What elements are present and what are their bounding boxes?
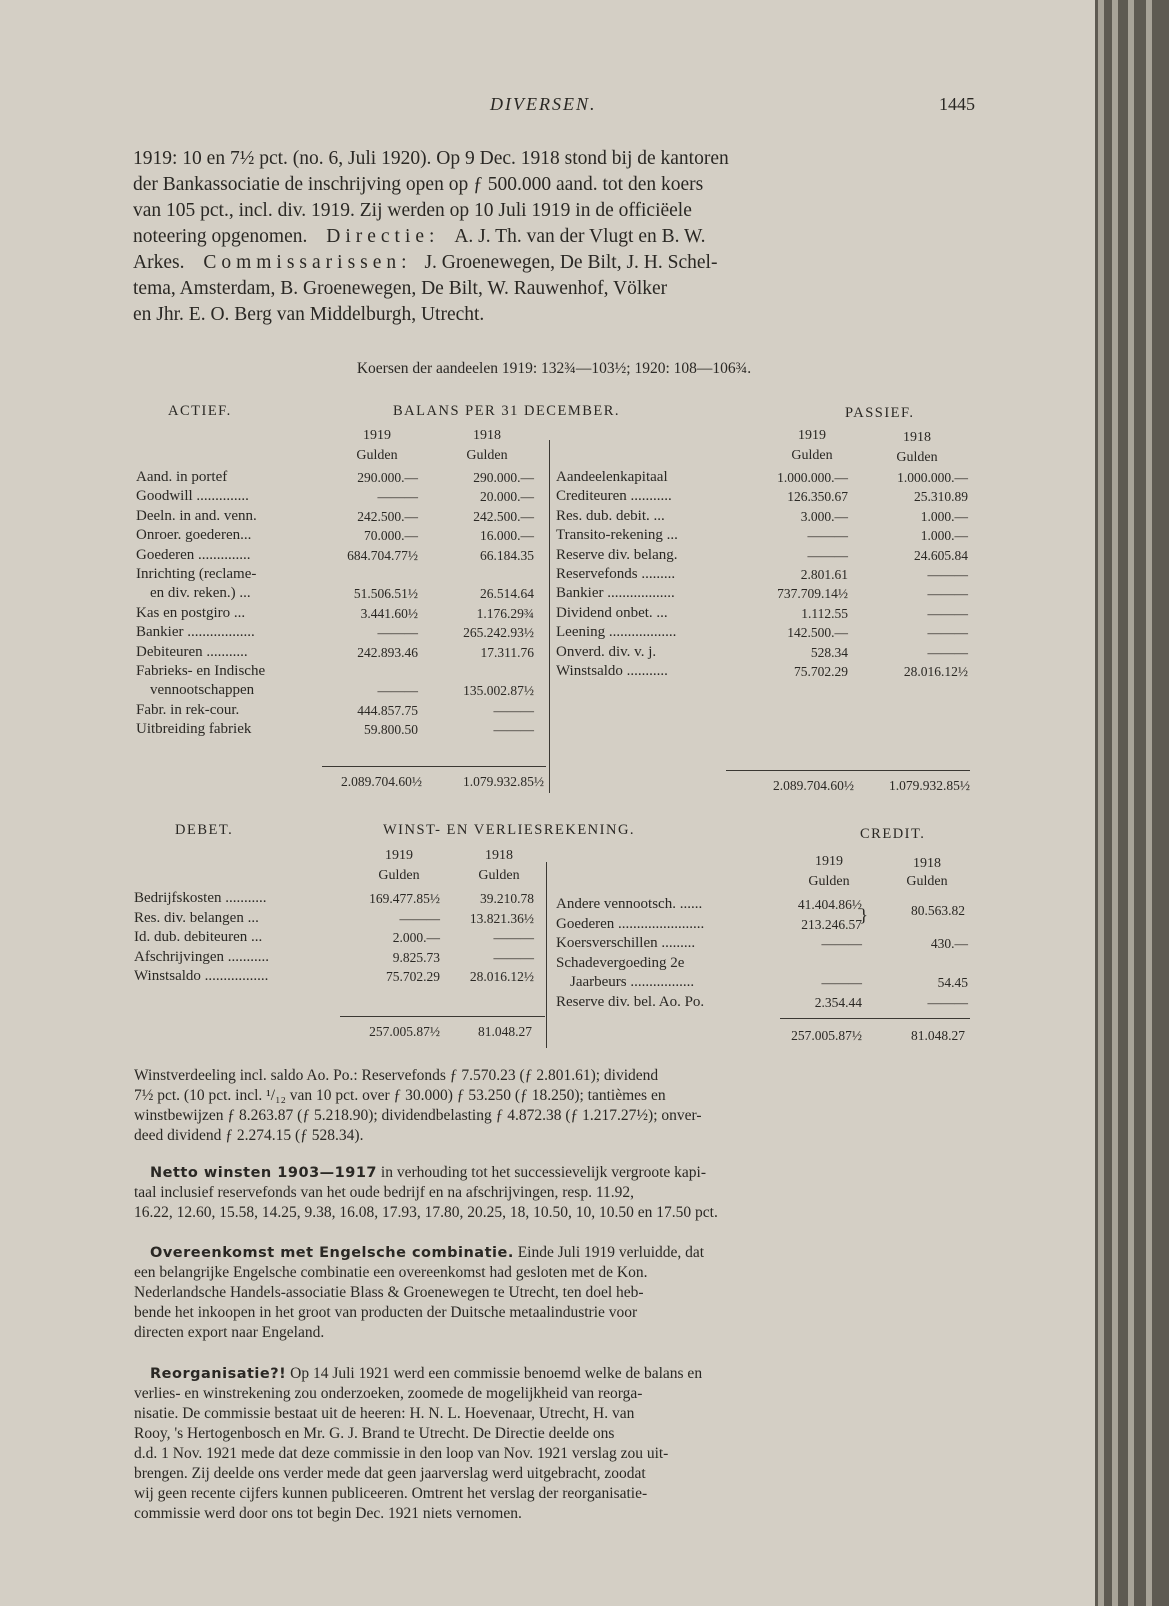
row-value: ——— [927, 605, 968, 621]
actief-caption: ACTIEF. [168, 403, 232, 419]
running-header [130, 94, 975, 120]
col-year: 1918 [903, 430, 931, 445]
row-value: ——— [927, 567, 968, 582]
ledger-row [136, 487, 536, 506]
row-value: 1.000.— [920, 508, 968, 524]
ledger-row [556, 934, 972, 953]
row-value: 135.002.87½ [463, 683, 534, 699]
row-value: 213.246.57 [801, 916, 862, 932]
total-rule [340, 1016, 545, 1017]
ledger-row [136, 623, 536, 642]
brace: } [859, 905, 868, 925]
row-value: 59.800.50 [364, 722, 418, 738]
row-value: 13.821.36½ [469, 910, 534, 926]
text-line: 16.22, 12.60, 15.58, 14.25, 9.38, 16.08, 17.93, 17.80, 20.25, 18, 10.50, 10, 10.50 en 17.50 pct. [134, 1204, 718, 1221]
row-value: 1.000.000.— [777, 470, 848, 485]
ledger-row [136, 565, 536, 584]
row-value: ——— [377, 625, 418, 641]
ledger-row [556, 973, 972, 992]
row-label: Goederen .............. [136, 546, 251, 563]
row-value: ——— [927, 995, 968, 1010]
row-value: ——— [821, 936, 862, 952]
credit-caption: CREDIT. [860, 826, 926, 842]
text-line: wij geen recente cijfers kunnen publiceeren. Omtrent het verslag der reorganisatie- [134, 1485, 648, 1502]
ledger-row [136, 604, 536, 623]
row-value: ——— [927, 625, 968, 641]
row-label: Bankier .................. [556, 585, 675, 602]
row-value: 684.704.77½ [347, 547, 418, 563]
text-line: Overeenkomst met Engelsche combinatie. Einde Juli 1919 verluidde, dat [150, 1244, 705, 1261]
col-year: 1918 [473, 428, 501, 443]
row-value: 242.500.— [357, 508, 418, 524]
book-edge [1098, 0, 1104, 1606]
ledger-row [556, 954, 972, 973]
text-line: Netto winsten 1903—1917 in verhouding tot het successievelijk vergroote kapi- [150, 1164, 707, 1181]
book-edge [1128, 0, 1134, 1606]
row-label: Schadevergoeding 2e [556, 954, 685, 971]
ledger-row [136, 643, 536, 662]
ledger-row [136, 546, 536, 565]
commissarissen-label: Commissarissen: [203, 252, 412, 273]
ledger-row [556, 565, 970, 584]
total-value: 257.005.87½ [369, 1024, 440, 1039]
row-value: 70.000.— [364, 528, 418, 544]
intro-line: van 105 pct., incl. div. 1919. Zij werden op 10 Juli 1919 in de officiëele [133, 200, 692, 221]
row-value: 3.000.— [800, 508, 848, 524]
col-year: 1918 [485, 848, 513, 863]
ledger-row [136, 662, 536, 681]
row-label: vennootschappen [150, 682, 255, 699]
row-label: Kas en postgiro ... [136, 604, 246, 621]
row-value: 16.000.— [480, 528, 534, 544]
text-line: commissie werd door ons tot begin Dec. 1921 niets vernomen. [134, 1505, 522, 1522]
row-value: 290.000.— [357, 470, 418, 485]
section-heading: Overeenkomst met Engelsche combinatie. [150, 1245, 514, 1261]
row-label: Res. dub. debit. ... [556, 507, 665, 524]
text-line: verlies- en winstrekening zou onderzoeken, zoomede de mogelijkheid van reorga- [134, 1385, 643, 1402]
ledger-row [136, 701, 536, 720]
col-unit: Gulden [378, 868, 420, 883]
text-line: 7½ pct. (10 pct. incl. ¹/₁₂ van 10 pct. over ƒ 30.000) ƒ 53.250 (ƒ 18.250); tantièmes en [134, 1087, 666, 1104]
row-value: 9.825.73 [392, 949, 440, 965]
text-line: directen export naar Engeland. [134, 1324, 325, 1341]
row-value: 290.000.— [473, 470, 534, 485]
ledger-row [136, 584, 536, 603]
row-value: 242.893.46 [357, 644, 418, 660]
row-value: 265.242.93½ [463, 625, 534, 641]
row-label: Andere vennootsch. ...... [556, 896, 703, 912]
col-unit: Gulden [478, 868, 520, 883]
row-value: ——— [493, 949, 534, 965]
ledger-row [556, 604, 970, 623]
row-label: Afschrijvingen ........... [134, 948, 269, 965]
ledger-row [556, 584, 970, 603]
row-label: Reserve div. belang. [556, 546, 678, 563]
text-line: winstbewijzen ƒ 8.263.87 (ƒ 5.218.90); dividendbelasting ƒ 4.872.38 (ƒ 1.217.27½); onver- [134, 1107, 702, 1124]
ledger-row [136, 720, 536, 739]
ledger-row [556, 487, 970, 506]
ledger-row [134, 967, 542, 986]
row-label: Goodwill .............. [136, 488, 249, 505]
ledger-row [556, 643, 970, 662]
row-value: ——— [399, 910, 440, 926]
row-value: 66.184.35 [480, 547, 534, 563]
row-value: 3.441.60½ [360, 605, 418, 621]
intro-line: tema, Amsterdam, B. Groenewegen, De Bilt, W. Rauwenhof, Völker [133, 278, 668, 299]
col-unit: Gulden [808, 874, 850, 889]
row-label: Reserve div. bel. Ao. Po. [556, 994, 705, 1010]
row-value: 126.350.67 [787, 489, 848, 505]
row-value: 2.354.44 [814, 995, 862, 1010]
balans-title: BALANS PER 31 DECEMBER. [393, 403, 621, 419]
row-value: 20.000.— [480, 489, 534, 505]
row-value: 75.702.29 [794, 664, 848, 679]
row-value: 2.000.— [392, 930, 440, 946]
ledger-row [556, 507, 970, 526]
row-value: 2.801.61 [800, 567, 848, 582]
ledger-row [556, 468, 970, 487]
row-label: Onroer. goederen... [136, 527, 252, 544]
row-value: 54.45 [937, 975, 968, 991]
text-line: Nederlandsche Handels-associatie Blass & Groenewegen te Utrecht, ten doel heb- [134, 1284, 644, 1301]
row-value: ——— [821, 975, 862, 991]
row-value: ——— [493, 722, 534, 738]
ledger-row [134, 948, 542, 967]
section-heading: Reorganisatie?! [150, 1366, 287, 1382]
row-value: 737.709.14½ [777, 586, 848, 602]
row-value: 24.605.84 [914, 547, 968, 563]
total-rule [726, 770, 970, 771]
intro-line: noteering opgenomen. Directie: A. J. Th. van der Vlugt en B. W. [133, 226, 706, 247]
total-value: 81.048.27 [911, 1028, 965, 1043]
row-label: Inrichting (reclame- [136, 566, 257, 582]
col-unit: Gulden [791, 448, 833, 463]
row-value: ——— [493, 930, 534, 946]
winst-divider [546, 862, 547, 1048]
total-value: 257.005.87½ [791, 1028, 862, 1043]
row-value: 242.500.— [473, 508, 534, 524]
total-value: 1.079.932.85½ [463, 774, 544, 789]
ledger-row [556, 546, 970, 565]
row-label: Res. div. belangen ... [134, 909, 259, 926]
row-value: ——— [807, 547, 848, 563]
text-line: Reorganisatie?! Op 14 Juli 1921 werd een commissie benoemd welke de balans en [150, 1365, 703, 1382]
text-line: Rooy, 's Hertogenbosch en Mr. G. J. Brand te Utrecht. De Directie deelde ons [134, 1425, 615, 1442]
ledger-row [556, 526, 970, 545]
col-year: 1919 [363, 428, 391, 443]
intro-line: 1919: 10 en 7½ pct. (no. 6, Juli 1920). Op 9 Dec. 1918 stond bij de kantoren [133, 148, 729, 169]
balans-divider [549, 440, 550, 793]
row-value: 41.404.86½ [797, 897, 862, 912]
ledger-row [134, 909, 542, 928]
text-line: Winstverdeeling incl. saldo Ao. Po.: Reservefonds ƒ 7.570.23 (ƒ 2.801.61); dividend [134, 1067, 659, 1084]
col-year: 1919 [385, 848, 413, 863]
text-line: een belangrijke Engelsche combinatie een overeenkomst had gesloten met de Kon. [134, 1264, 648, 1281]
ledger-row [136, 681, 536, 700]
col-unit: Gulden [356, 448, 398, 463]
row-label: Onverd. div. v. j. [556, 643, 657, 660]
total-rule [322, 766, 546, 767]
directie-label: Directie: [326, 226, 440, 247]
row-value: 1.112.55 [801, 605, 848, 621]
row-value: 528.34 [810, 644, 848, 660]
ledger-row [134, 889, 542, 908]
page-number: 1445 [939, 94, 975, 114]
col-year: 1919 [815, 854, 843, 869]
text-line: nisatie. De commissie bestaat uit de heeren: H. N. L. Hoevenaar, Utrecht, H. van [134, 1405, 635, 1422]
debet-caption: DEBET. [175, 822, 234, 838]
text-line: d.d. 1 Nov. 1921 mede dat deze commissie in den loop van Nov. 1921 verslag zou uit- [134, 1445, 669, 1462]
row-label: Winstsaldo ........... [556, 663, 668, 679]
total-rule [780, 1018, 970, 1019]
text-line: taal inclusief reservefonds van het oude bedrijf en na afschrijvingen, resp. 11.92, [134, 1184, 634, 1201]
intro-line: Arkes. Commissarissen: J. Groenewegen, De Bilt, J. H. Schel- [133, 252, 718, 273]
row-value: 25.310.89 [914, 489, 968, 505]
row-label: Leening .................. [556, 624, 677, 641]
directie-names: A. J. Th. van der Vlugt en B. W. [454, 226, 706, 247]
col-year: 1919 [798, 428, 826, 443]
row-label: Fabr. in rek-cour. [136, 701, 240, 718]
row-label: Bedrijfskosten ........... [134, 890, 267, 906]
row-label: Aand. in portef [136, 469, 228, 485]
col-unit: Gulden [906, 874, 948, 889]
koersen-line: Koersen der aandeelen 1919: 132¾—103½; 1920: 108—106¾. [356, 360, 752, 377]
row-label: Reservefonds ......... [556, 566, 676, 582]
row-value: 1.000.000.— [897, 470, 968, 485]
section-heading: Netto winsten 1903—1917 [150, 1165, 378, 1181]
ledger-row [136, 468, 536, 487]
ledger-row [134, 928, 542, 947]
total-value: 2.089.704.60½ [773, 778, 854, 793]
row-value: ——— [807, 528, 848, 544]
book-edge [1112, 0, 1118, 1606]
row-value: ——— [927, 644, 968, 660]
passief-caption: PASSIEF. [845, 405, 915, 421]
winst-title: WINST- EN VERLIESREKENING. [383, 822, 636, 838]
row-label: Aandeelenkapitaal [556, 469, 668, 485]
text-line: deed dividend ƒ 2.274.15 (ƒ 528.34). [134, 1127, 364, 1144]
row-value: 430.— [930, 936, 968, 952]
ledger-row [136, 526, 536, 545]
row-value: 26.514.64 [480, 586, 534, 602]
total-value: 1.079.932.85½ [889, 778, 970, 793]
row-value: 17.311.76 [480, 644, 534, 660]
row-value: 39.210.78 [480, 891, 534, 906]
row-label: Id. dub. debiteuren ... [134, 929, 263, 946]
row-value: 1.000.— [920, 528, 968, 544]
row-label: Bankier .................. [136, 624, 255, 641]
row-value: 28.016.12½ [903, 664, 968, 679]
row-label: en div. reken.) ... [150, 585, 251, 602]
row-label: Dividend onbet. ... [556, 604, 668, 621]
row-label: Jaarbeurs ................. [570, 974, 695, 991]
col-unit: Gulden [466, 448, 508, 463]
brace-value: 80.563.82 [911, 903, 965, 918]
row-value: 169.477.85½ [369, 891, 440, 906]
row-label: Uitbreiding fabriek [136, 721, 252, 738]
text-line: bende het inkoopen in het groot van producten der Duitsche metaalindustrie voor [134, 1304, 638, 1321]
row-label: Crediteuren ........... [556, 488, 672, 505]
row-label: Fabrieks- en Indische [136, 663, 266, 679]
row-value: ——— [493, 702, 534, 718]
row-value: 75.702.29 [386, 969, 440, 985]
col-year: 1918 [913, 856, 941, 871]
ledger-row [556, 993, 972, 1012]
row-value: 51.506.51½ [353, 586, 418, 602]
row-value: 444.857.75 [357, 702, 418, 718]
row-value: ——— [927, 586, 968, 602]
row-label: Goederen ....................... [556, 915, 705, 932]
row-value: ——— [377, 489, 418, 505]
text-line: brengen. Zij deelde ons verder mede dat geen jaarverslag werd uitgebracht, zoodat [134, 1465, 646, 1482]
commissarissen-names: J. Groenewegen, De Bilt, J. H. Schel- [424, 252, 718, 273]
total-value: 2.089.704.60½ [341, 774, 422, 789]
book-edge [1146, 0, 1152, 1606]
ledger-row [136, 507, 536, 526]
row-value: 1.176.29¾ [476, 605, 534, 621]
section-title: DIVERSEN. [490, 94, 597, 114]
row-label: Koersverschillen ......... [556, 935, 696, 952]
row-label: Winstsaldo ................. [134, 968, 269, 985]
intro-line: en Jhr. E. O. Berg van Middelburgh, Utrecht. [133, 304, 485, 325]
row-value: 142.500.— [787, 625, 848, 641]
ledger-row [556, 662, 970, 681]
row-label: Debiteuren ........... [136, 643, 248, 660]
row-value: 28.016.12½ [469, 969, 534, 985]
row-label: Deeln. in and. venn. [136, 507, 257, 524]
row-value: ——— [377, 683, 418, 699]
row-label: Transito-rekening ... [556, 527, 678, 544]
intro-line: der Bankassociatie de inschrijving open op ƒ 500.000 aand. tot den koers [133, 174, 704, 195]
col-unit: Gulden [896, 450, 938, 465]
ledger-row [556, 623, 970, 642]
total-value: 81.048.27 [478, 1024, 532, 1039]
